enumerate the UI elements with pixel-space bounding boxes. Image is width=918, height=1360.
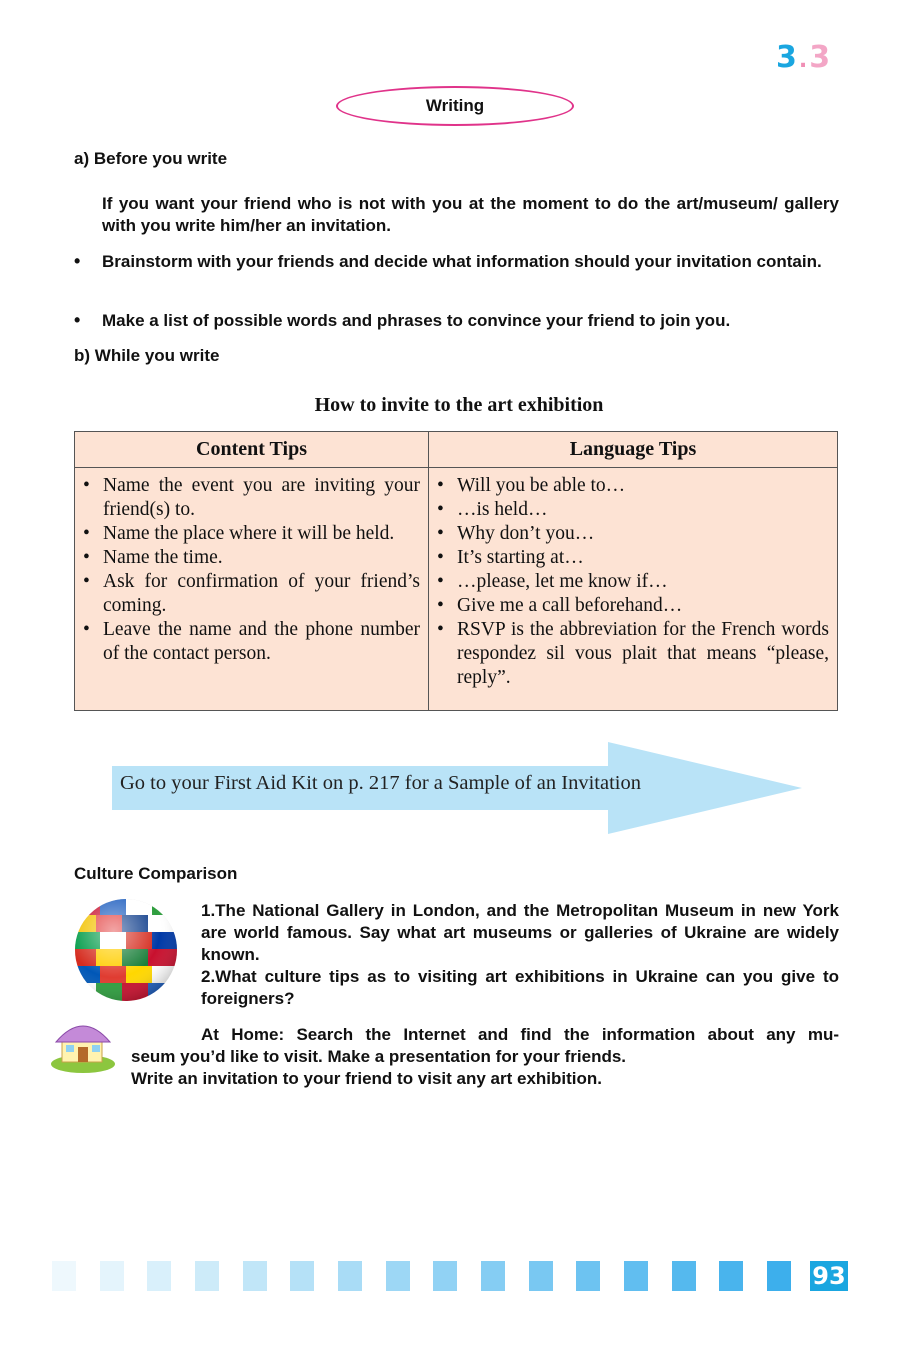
list-item: • Why don’t you…: [437, 522, 829, 546]
content-tips-cell: [75, 468, 429, 711]
list-item: • …is held…: [437, 498, 829, 522]
home-line-3: Write an invitation to your friend to visit any art exhibition.: [131, 1069, 603, 1088]
page-number: 93: [810, 1261, 848, 1291]
list-item: • Name the time.: [83, 546, 420, 570]
culture-heading: Culture Comparison: [74, 864, 238, 883]
list-item: • …please, let me know if…: [437, 570, 829, 594]
unit-main: 3: [776, 40, 799, 75]
list-item: • Will you be able to…: [437, 474, 829, 498]
bullet-marker: •: [74, 251, 81, 271]
before-intro: If you want your friend who is not with you at the moment to do the art/museum/ gallery with you write him/her an invitation.: [102, 194, 839, 235]
list-item: • RSVP is the abbreviation for the French words respondez sil vous plait that means “please, reply”.: [437, 618, 829, 690]
list-item: • Name the event you are inviting your friend(s) to.: [83, 474, 420, 522]
list-item: • Name the place where it will be held.: [83, 522, 420, 546]
list-item: • It’s starting at…: [437, 546, 829, 570]
language-tips-list: [437, 474, 829, 690]
unit-sub: 3: [809, 40, 833, 75]
home-line-1: At Home: Search the Internet and find the information about any mu-: [201, 1025, 839, 1044]
before-bullet-1: Brainstorm with your friends and decide what information should your invitation contain.: [102, 252, 822, 271]
before-bullet-2: Make a list of possible words and phrases to convince your friend to join you.: [102, 311, 731, 330]
content-tips-header: Content Tips: [75, 432, 429, 468]
list-item: • Give me a call beforehand…: [437, 594, 829, 618]
language-tips-header: Language Tips: [429, 432, 838, 468]
house-icon: [50, 1014, 116, 1074]
list-item: • Leave the name and the phone number of the contact person.: [83, 618, 420, 666]
section-title: Writing: [336, 86, 574, 126]
footer-squares: [0, 1260, 918, 1292]
while-heading: b) While you write: [74, 346, 220, 365]
tips-table: [74, 431, 838, 711]
list-item: • Ask for confirmation of your friend’s coming.: [83, 570, 420, 618]
content-tips-list: [83, 474, 420, 666]
home-line-2: seum you’d like to visit. Make a presentation for your friends.: [131, 1047, 627, 1066]
culture-question-1: 1.The National Gallery in London, and the Metropolitan Museum in new York are world famous. Say what art museums or galleries of Ukraine are widely known.: [201, 901, 839, 964]
unit-dot: .: [798, 48, 810, 73]
bullet-marker: •: [74, 310, 81, 330]
globe-flags-icon: [74, 898, 178, 1002]
language-tips-cell: [429, 468, 838, 711]
table-title: How to invite to the art exhibition: [314, 394, 604, 416]
unit-number: [776, 40, 832, 75]
before-heading: a) Before you write: [74, 149, 228, 168]
arrow-text: Go to your First Aid Kit on p. 217 for a Sample of an Invitation: [120, 772, 641, 794]
culture-question-2: 2.What culture tips as to visiting art exhibitions in Ukraine can you give to foreigners?: [201, 967, 839, 1008]
